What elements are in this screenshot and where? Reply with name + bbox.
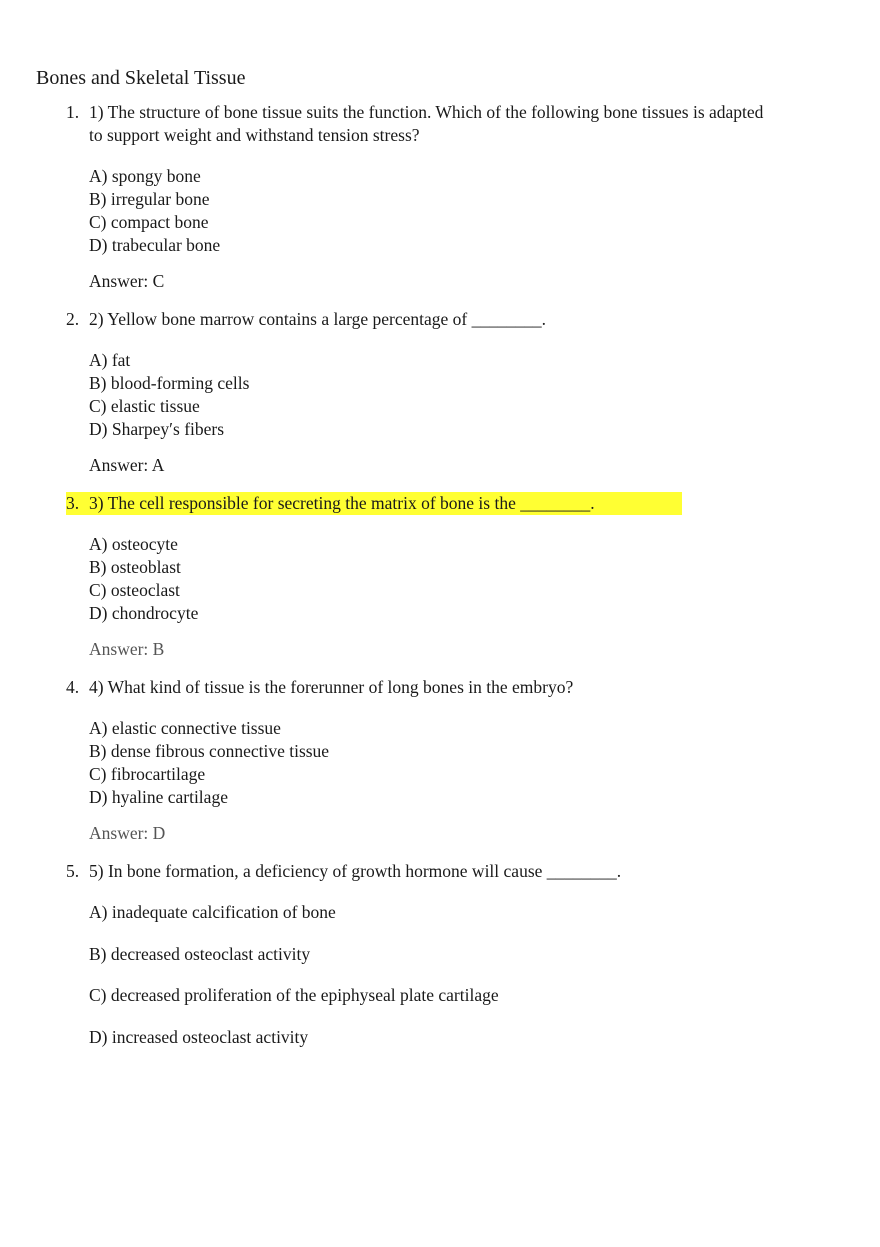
question-number: 5. — [66, 861, 80, 881]
option-c: C) osteoclast — [89, 580, 180, 600]
option-c: C) fibrocartilage — [89, 764, 206, 784]
option-d: D) trabecular bone — [89, 235, 221, 255]
answer-text: Answer: B — [89, 639, 165, 659]
options-list — [66, 349, 766, 441]
answer-text: Answer: A — [89, 455, 165, 475]
question-4 — [66, 676, 766, 845]
option-a: A) inadequate calcification of bone — [89, 902, 336, 922]
option-c: C) compact bone — [89, 212, 209, 232]
question-2 — [66, 308, 766, 477]
option-d: D) chondrocyte — [89, 603, 199, 623]
question-stem — [66, 860, 766, 883]
answer-text: Answer: C — [89, 271, 165, 291]
option-a: A) elastic connective tissue — [89, 718, 281, 738]
question-text: 4) What kind of tissue is the forerunner of long bones in the embryo? — [89, 677, 574, 697]
option-a: A) osteocyte — [89, 534, 178, 554]
option-c: C) elastic tissue — [89, 396, 200, 416]
question-text: 5) In bone formation, a deficiency of growth hormone will cause ________. — [89, 861, 622, 881]
option-b: B) irregular bone — [89, 189, 210, 209]
options-list — [66, 717, 766, 809]
question-text: 1) The structure of bone tissue suits the function. Which of the following bone tissues is adapted to support weight and withstand tension stress? — [89, 102, 764, 145]
options-list — [66, 165, 766, 257]
option-c: C) decreased proliferation of the epiphyseal plate cartilage — [89, 985, 499, 1005]
option-d: D) Sharpey′s fibers — [89, 419, 225, 439]
option-d: D) increased osteoclast activity — [89, 1026, 309, 1047]
question-text: 2) Yellow bone marrow contains a large percentage of ________. — [89, 309, 546, 329]
option-a: A) spongy bone — [89, 166, 201, 186]
option-d: D) hyaline cartilage — [89, 787, 228, 807]
question-number: 2. — [66, 309, 80, 329]
option-b: B) blood-forming cells — [89, 373, 250, 393]
option-a: A) fat — [89, 350, 131, 370]
question-3 — [66, 492, 766, 661]
question-stem — [66, 101, 766, 147]
question-number: 1. — [66, 102, 80, 122]
options-list — [66, 533, 766, 625]
option-b: B) decreased osteoclast activity — [89, 943, 311, 964]
question-number: 3. — [66, 493, 80, 513]
option-b: B) dense fibrous connective tissue — [89, 741, 330, 761]
document-title: Bones and Skeletal Tissue — [36, 67, 246, 89]
question-stem-highlighted — [66, 492, 682, 515]
question-text: 3) The cell responsible for secreting the matrix of bone is the ________. — [89, 493, 595, 513]
option-b: B) osteoblast — [89, 557, 181, 577]
answer-text: Answer: D — [89, 823, 166, 843]
question-number: 4. — [66, 677, 80, 697]
question-stem — [66, 308, 766, 331]
options-list — [66, 901, 766, 1049]
question-5 — [66, 860, 766, 1067]
question-1 — [66, 101, 766, 293]
question-stem — [66, 676, 766, 699]
